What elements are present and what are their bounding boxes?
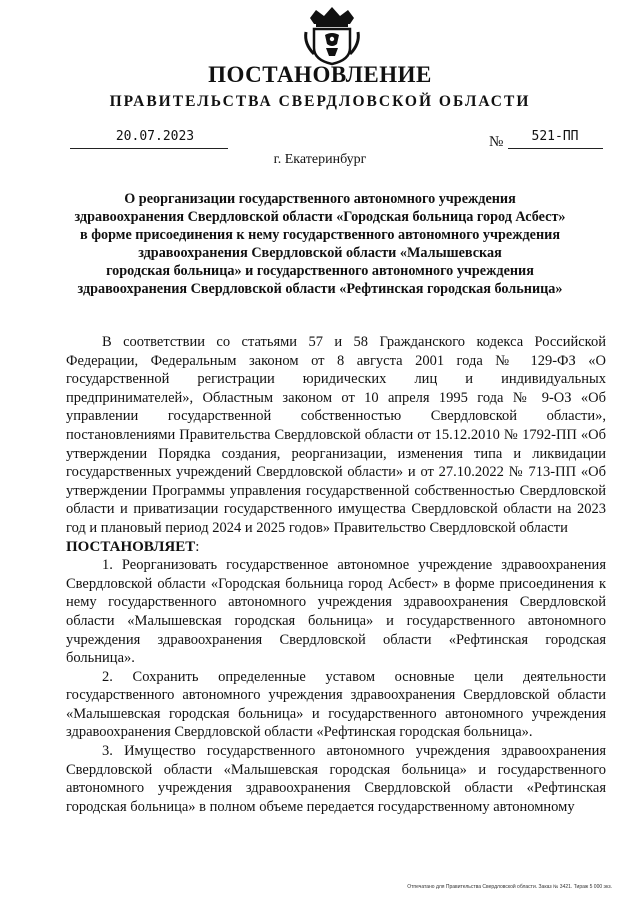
document-body [66, 333, 606, 816]
document-title: ПОСТАНОВЛЕНИЕ [208, 62, 432, 87]
subject-line: здравоохранения Свердловской области «Малышевская [138, 244, 502, 261]
decree-item: 1. Реорганизовать государственное автономное учреждение здравоохранения Свердловской области «Городская больница город Асбест» в форме присоединения к нему государственного автономного учреждения здравоохранения Свердловской области «Малышевская городская больница» и государственного автономного учреждения здравоохранения Свердловской области «Рефтинская городская больница». [66, 557, 606, 667]
decree-word: ПОСТАНОВЛЯЕТ [66, 538, 196, 555]
decree-heading [66, 538, 606, 557]
print-footer: Отпечатано для Правительства Свердловской области. Заказ № 3421. Тираж 5 000 экз. [407, 884, 612, 890]
decree-item: 2. Сохранить определенные уставом основные цели деятельности государственного автономного учреждения здравоохранения Свердловской области «Малышевская городская больница» и государственного автономного учреждения здравоохранения Свердловской области «Рефтинская городская больница». [66, 668, 606, 741]
preamble-paragraph: В соответствии со статьями 57 и 58 Гражданского кодекса Российской Федерации, Федеральным законом от 8 августа 2001 года № 129-ФЗ «О государственной регистрации юридических лиц и индивидуальных предпринимателей», Областным законом от 10 апреля 1995 года № 9-ОЗ «Об управлении государственной собственностью Свердловской области», постановлениями Правительства Свердловской области от 15.12.2010 № 1792-ПП «Об утверждении Порядка создания, реорганизации, изменения типа и ликвидации государственных учреждений Свердловской области» и от 27.10.2022 № 713-ПП «Об утверждении Программы управления государственной собственностью Свердловской области и приватизации государственного имущества Свердловской области на 2023 год и плановый период 2024 и 2025 годов» Правительство Свердловской области [66, 334, 606, 536]
subject-line: в форме присоединения к нему государственного автономного учреждения [80, 226, 560, 243]
subject-line: здравоохранения Свердловской области «Городская больница город Асбест» [74, 208, 566, 225]
decree-colon: : [195, 538, 200, 555]
number-sign: № [489, 134, 504, 150]
subject-line: городская больница» и государственного автономного учреждения [106, 262, 534, 279]
decree-item: 3. Имущество государственного автономного учреждения здравоохранения Свердловской области «Малышевская городская больница» и государственного автономного учреждения здравоохранения Свердловской области «Рефтинская городская больница» в полном объеме передается государственному автономному [66, 743, 606, 815]
city: г. Екатеринбург [273, 152, 367, 167]
document-number: 521-ПП [531, 129, 579, 144]
coat-of-arms-icon [302, 4, 362, 66]
number-underline [508, 148, 603, 149]
subject-line: О реорганизации государственного автономного учреждения [124, 191, 516, 207]
date-underline [70, 148, 228, 149]
document-date: 20.07.2023 [115, 129, 195, 144]
document-subtitle: ПРАВИТЕЛЬСТВА СВЕРДЛОВСКОЙ ОБЛАСТИ [109, 93, 531, 110]
subject-line: здравоохранения Свердловской области «Рефтинская городская больница» [77, 280, 563, 297]
document-subject [55, 191, 585, 298]
